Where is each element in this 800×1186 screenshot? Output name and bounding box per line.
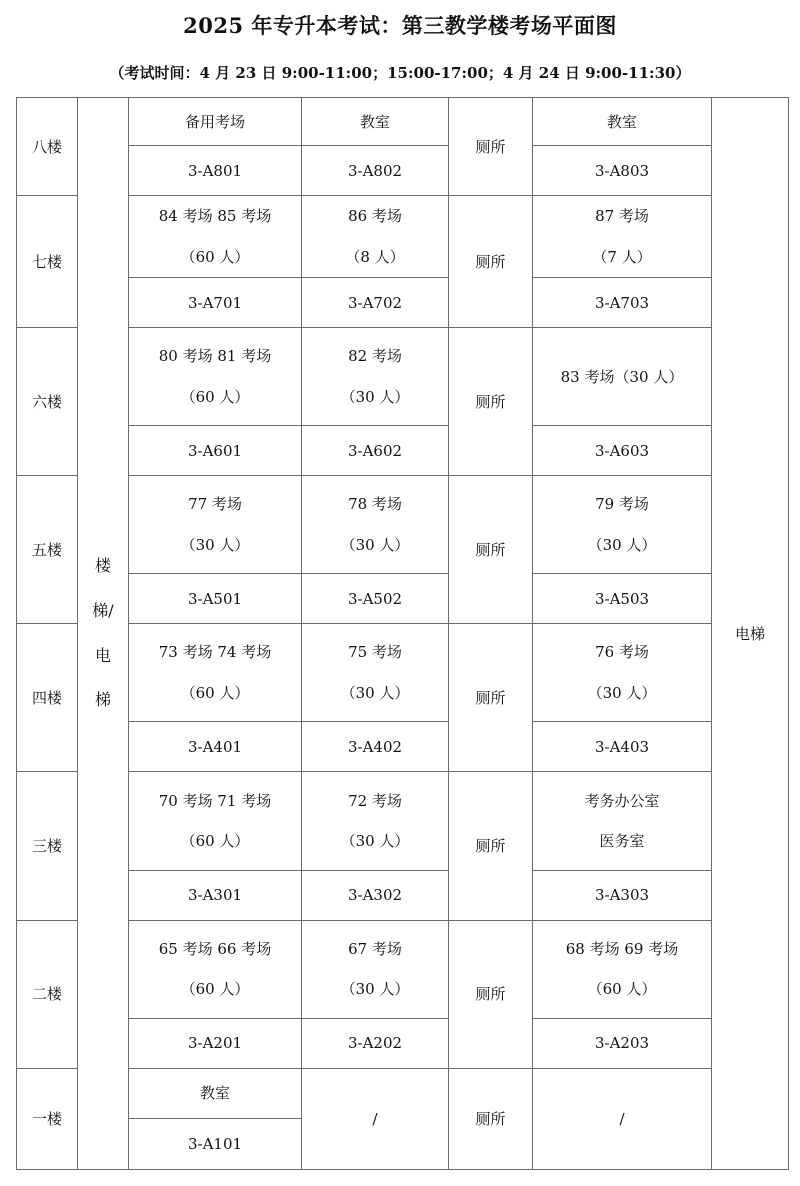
room-exam-info bbox=[302, 920, 449, 1018]
stairs-label-line: 梯/ bbox=[92, 600, 114, 620]
room-exam-info-line: （8 人） bbox=[345, 247, 405, 266]
stairs-column bbox=[78, 98, 129, 1170]
room-exam-info-line: 80 考场 81 考场 bbox=[158, 347, 272, 366]
floor-label: 三楼 bbox=[17, 772, 78, 920]
floor-room-row bbox=[17, 278, 789, 328]
room-exam-info-line: 87 考场 bbox=[595, 207, 649, 226]
floor-plan-table bbox=[16, 97, 789, 1170]
room-exam-info-line: （30 人） bbox=[340, 387, 410, 406]
floor-label: 二楼 bbox=[17, 920, 78, 1068]
room-exam-info-line: （60 人） bbox=[587, 980, 657, 999]
room-exam-info-line: （30 人） bbox=[587, 535, 657, 554]
floor-room-row bbox=[17, 146, 789, 196]
room-exam-info bbox=[302, 196, 449, 278]
room-exam-info-line: 备用考场 bbox=[184, 112, 245, 131]
room-exam-info bbox=[533, 1068, 712, 1169]
floor-row bbox=[17, 1068, 789, 1118]
room-exam-info bbox=[533, 196, 712, 278]
room-exam-info bbox=[302, 624, 449, 722]
room-exam-info bbox=[302, 98, 449, 146]
room-number: 3-A302 bbox=[302, 870, 449, 920]
room-number: 3-A301 bbox=[129, 870, 302, 920]
floor-row bbox=[17, 98, 789, 146]
floor-label: 六楼 bbox=[17, 328, 78, 476]
stairs-label-line: 楼 bbox=[94, 555, 111, 575]
room-exam-info-line: 72 考场 bbox=[348, 791, 402, 810]
room-exam-info bbox=[302, 772, 449, 870]
stairs-label-line: 梯 bbox=[94, 690, 111, 710]
floor-room-row bbox=[17, 426, 789, 476]
room-number: 3-A101 bbox=[129, 1118, 302, 1169]
room-exam-info-line: 82 考场 bbox=[348, 347, 402, 366]
room-exam-info-line: 67 考场 bbox=[348, 939, 402, 958]
room-number: 3-A803 bbox=[533, 146, 712, 196]
room-number: 3-A603 bbox=[533, 426, 712, 476]
room-exam-info-line: （30 人） bbox=[180, 535, 250, 554]
floor-row bbox=[17, 328, 789, 426]
room-exam-info-line: 73 考场 74 考场 bbox=[158, 643, 272, 662]
floor-room-row bbox=[17, 574, 789, 624]
floor-row bbox=[17, 624, 789, 722]
room-exam-info bbox=[129, 328, 302, 426]
room-number: 3-A403 bbox=[533, 722, 712, 772]
room-exam-info-line: （30 人） bbox=[340, 683, 410, 702]
room-number: 3-A501 bbox=[129, 574, 302, 624]
room-number: 3-A203 bbox=[533, 1018, 712, 1068]
stairs-label-line: 电 bbox=[94, 645, 111, 665]
room-exam-info-line: 75 考场 bbox=[348, 643, 402, 662]
room-exam-info-line: 教室 bbox=[359, 112, 390, 131]
room-exam-info-line: 83 考场（30 人） bbox=[560, 367, 684, 386]
room-exam-info bbox=[302, 1068, 449, 1169]
room-exam-info bbox=[129, 196, 302, 278]
room-exam-info-line: 77 考场 bbox=[188, 495, 242, 514]
room-exam-info-line: 86 考场 bbox=[348, 207, 402, 226]
room-exam-info-line: （60 人） bbox=[180, 832, 250, 851]
room-exam-info-line: （60 人） bbox=[180, 683, 250, 702]
toilet-label: 厕所 bbox=[449, 1068, 533, 1169]
room-exam-info bbox=[129, 624, 302, 722]
room-exam-info bbox=[129, 920, 302, 1018]
floor-room-row bbox=[17, 1018, 789, 1068]
room-exam-info-line: 76 考场 bbox=[595, 643, 649, 662]
room-exam-info bbox=[129, 1068, 302, 1118]
room-exam-info-line: （30 人） bbox=[340, 535, 410, 554]
room-number: 3-A303 bbox=[533, 870, 712, 920]
room-exam-info bbox=[533, 624, 712, 722]
room-exam-info-line: 医务室 bbox=[599, 832, 645, 851]
room-exam-info bbox=[533, 328, 712, 426]
room-exam-info-line: 84 考场 85 考场 bbox=[158, 207, 272, 226]
floor-label: 五楼 bbox=[17, 476, 78, 624]
toilet-label: 厕所 bbox=[449, 476, 533, 624]
room-exam-info-line: 教室 bbox=[199, 1084, 230, 1103]
room-number: 3-A202 bbox=[302, 1018, 449, 1068]
room-exam-info-line: / bbox=[372, 1109, 378, 1128]
room-exam-info-line: （60 人） bbox=[180, 247, 250, 266]
room-number: 3-A601 bbox=[129, 426, 302, 476]
floor-row bbox=[17, 920, 789, 1018]
room-number: 3-A702 bbox=[302, 278, 449, 328]
room-number: 3-A201 bbox=[129, 1018, 302, 1068]
room-exam-info-line: / bbox=[619, 1109, 625, 1128]
floor-row bbox=[17, 476, 789, 574]
room-exam-info-line: （7 人） bbox=[592, 247, 652, 266]
room-exam-info-line: （60 人） bbox=[180, 980, 250, 999]
room-number: 3-A401 bbox=[129, 722, 302, 772]
room-exam-info bbox=[302, 476, 449, 574]
room-number: 3-A502 bbox=[302, 574, 449, 624]
floor-label: 七楼 bbox=[17, 196, 78, 328]
room-exam-info-line: （30 人） bbox=[340, 832, 410, 851]
toilet-label: 厕所 bbox=[449, 920, 533, 1068]
room-exam-info-line: （60 人） bbox=[180, 387, 250, 406]
room-exam-info-line: 教室 bbox=[606, 112, 637, 131]
room-exam-info bbox=[533, 98, 712, 146]
room-exam-info-line: 79 考场 bbox=[595, 495, 649, 514]
room-exam-info-line: 70 考场 71 考场 bbox=[158, 791, 272, 810]
room-exam-info-line: （30 人） bbox=[587, 683, 657, 702]
room-exam-info bbox=[302, 328, 449, 426]
room-number: 3-A801 bbox=[129, 146, 302, 196]
room-exam-info bbox=[129, 98, 302, 146]
toilet-label: 厕所 bbox=[449, 772, 533, 920]
floor-label: 一楼 bbox=[17, 1068, 78, 1169]
room-exam-info-line: 68 考场 69 考场 bbox=[565, 939, 679, 958]
floor-row bbox=[17, 196, 789, 278]
page-title: 2025 年专升本考试：第三教学楼考场平面图 bbox=[183, 13, 617, 38]
room-exam-info bbox=[129, 476, 302, 574]
floor-label: 四楼 bbox=[17, 624, 78, 772]
exam-time-subtitle: （考试时间：4 月 23 日 9:00-11:00；15:00-17:00；4 月 24 日 9:00-11:30） bbox=[109, 64, 691, 82]
room-exam-info bbox=[533, 920, 712, 1018]
toilet-label: 厕所 bbox=[449, 98, 533, 196]
room-exam-info bbox=[533, 476, 712, 574]
room-exam-info-line: 65 考场 66 考场 bbox=[158, 939, 272, 958]
room-exam-info-line: 考务办公室 bbox=[584, 791, 660, 810]
toilet-label: 厕所 bbox=[449, 328, 533, 476]
room-number: 3-A701 bbox=[129, 278, 302, 328]
room-number: 3-A503 bbox=[533, 574, 712, 624]
floor-label: 八楼 bbox=[17, 98, 78, 196]
room-exam-info bbox=[129, 772, 302, 870]
room-number: 3-A802 bbox=[302, 146, 449, 196]
room-exam-info-line: （30 人） bbox=[340, 980, 410, 999]
elevator-column: 电梯 bbox=[712, 98, 789, 1170]
toilet-label: 厕所 bbox=[449, 624, 533, 772]
room-number: 3-A703 bbox=[533, 278, 712, 328]
toilet-label: 厕所 bbox=[449, 196, 533, 328]
room-number: 3-A602 bbox=[302, 426, 449, 476]
floor-room-row bbox=[17, 722, 789, 772]
room-exam-info-line: 78 考场 bbox=[348, 495, 402, 514]
room-exam-info bbox=[533, 772, 712, 870]
floor-row bbox=[17, 772, 789, 870]
floor-room-row bbox=[17, 870, 789, 920]
room-number: 3-A402 bbox=[302, 722, 449, 772]
